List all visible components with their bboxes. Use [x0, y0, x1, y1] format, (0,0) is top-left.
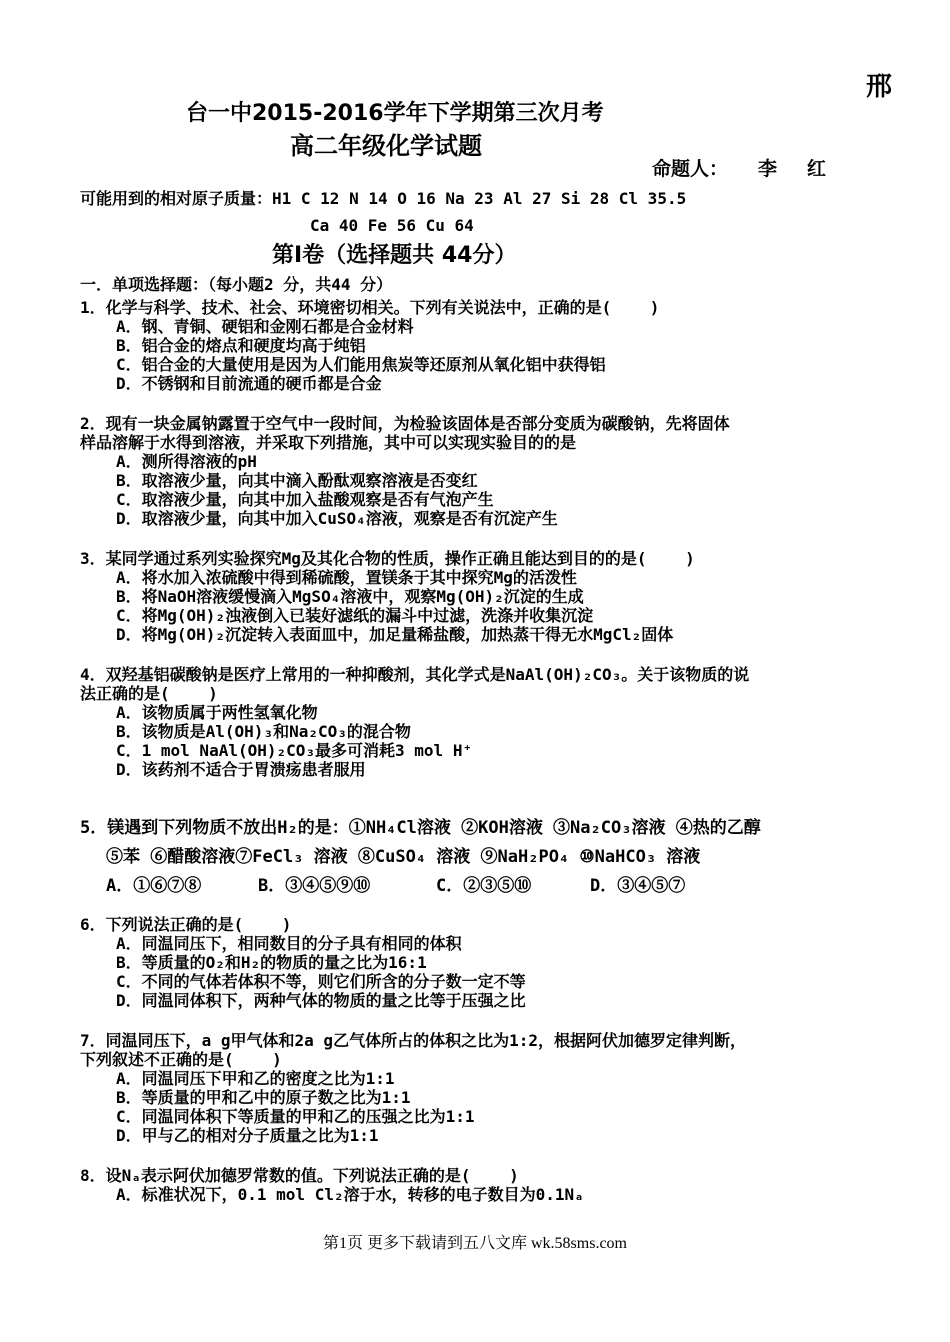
option-a: A．测所得溶液的pH — [116, 452, 257, 471]
question-stem: 2．现有一块金属钠露置于空气中一段时间，为检验该固体是否部分变质为碳酸钠，先将固体 样品溶解于水得到溶液，并采取下列措施，其中可以实现实验目的的是 — [80, 414, 730, 452]
option-b: B．铝合金的熔点和硬度均高于纯铝 — [116, 336, 366, 355]
question-stem-line2: ⑤苯 ⑥醋酸溶液⑦FeCl₃ 溶液 ⑧CuSO₄ 溶液 ⑨NaH₂PO₄ ⑩NaHCO₃ 溶液 — [106, 847, 701, 867]
question-stem: 7．同温同压下，a g甲气体和2a g乙气体所占的体积之比为1:2，根据阿伏加德罗定律判断， 下列叙述不正确的是( ) — [80, 1031, 746, 1069]
atomic-mass-line2: Ca 40 Fe 56 Cu 64 — [310, 216, 474, 235]
option-a: A．钢、青铜、硬铝和金刚石都是合金材料 — [116, 317, 414, 336]
question-stem: 4．双羟基铝碳酸钠是医疗上常用的一种抑酸剂，其化学式是NaAl(OH)₂CO₃。关于该物质的说 法正确的是( ) — [80, 665, 750, 703]
option-a: A．该物质属于两性氢氧化物 — [116, 703, 318, 722]
option-c: C．同温同体积下等质量的甲和乙的压强之比为1:1 — [116, 1107, 475, 1126]
option-d: D．该药剂不适合于胃溃疡患者服用 — [116, 760, 366, 779]
author-name-2: 红 — [807, 158, 827, 180]
option-d: D．取溶液少量，向其中加入CuSO₄溶液，观察是否有沉淀产生 — [116, 509, 558, 528]
option-c: C．铝合金的大量使用是因为人们能用焦炭等还原剂从氧化铝中获得铝 — [116, 355, 606, 374]
author-label: 命题人： — [652, 158, 729, 180]
page-footer: 第1页 更多下载请到五八文库 wk.58sms.com — [322, 1235, 627, 1252]
question-8 — [80, 1166, 584, 1204]
question-4 — [80, 665, 749, 779]
question-stem: 8．设Nₐ表示阿伏加德罗常数的值。下列说法正确的是( ) — [80, 1166, 519, 1185]
author-line — [652, 154, 826, 181]
option-d: D．③④⑤⑦ — [590, 876, 686, 896]
exam-title-line1: 台一中2015-2016学年下学期第三次月考 — [186, 101, 604, 126]
option-c: C．1 mol NaAl(OH)₂CO₃最多可消耗3 mol H⁺ — [116, 741, 473, 760]
question-5-options — [80, 871, 761, 900]
option-c: C．②③⑤⑩ — [436, 876, 532, 896]
question-7 — [80, 1031, 746, 1145]
option-c: C．取溶液少量，向其中加入盐酸观察是否有气泡产生 — [116, 490, 494, 509]
option-d: D．同温同体积下，两种气体的物质的量之比等于压强之比 — [116, 991, 526, 1010]
option-b: B．等质量的O₂和H₂的物质的量之比为16:1 — [116, 953, 427, 972]
atomic-mass-line1: 可能用到的相对原子质量：H1 C 12 N 14 O 16 Na 23 Al 27 Si 28 Cl 35.5 — [80, 189, 687, 208]
option-b: B．将NaOH溶液缓慢滴入MgSO₄溶液中，观察Mg(OH)₂沉淀的生成 — [116, 587, 584, 606]
question-stem: 1．化学与科学、技术、社会、环境密切相关。下列有关说法中，正确的是( ) — [80, 298, 660, 317]
corner-mark: 邢 — [866, 72, 893, 102]
author-name-1: 李 — [758, 158, 778, 180]
option-d: D．不锈钢和目前流通的硬币都是合金 — [116, 374, 382, 393]
option-b: B．③④⑤⑨⑩ — [258, 876, 371, 896]
question-stem: 5．镁遇到下列物质不放出H₂的是：①NH₄Cl溶液 ②KOH溶液 ③Na₂CO₃溶液 ④热的乙醇 — [80, 818, 761, 838]
option-d: D．甲与乙的相对分子质量之比为1:1 — [116, 1126, 379, 1145]
question-stem: 3．某同学通过系列实验探究Mg及其化合物的性质，操作正确且能达到目的的是( ) — [80, 549, 695, 568]
question-stem: 6．下列说法正确的是( ) — [80, 915, 292, 934]
part-title: 一．单项选择题：（每小题2 分，共44 分） — [80, 275, 393, 294]
option-b: B．该物质是Al(OH)₃和Na₂CO₃的混合物 — [116, 722, 411, 741]
option-a: A．标准状况下，0.1 mol Cl₂溶于水，转移的电子数目为0.1Nₐ — [116, 1185, 584, 1204]
option-a: A．①⑥⑦⑧ — [106, 876, 202, 896]
option-a: A．将水加入浓硫酸中得到稀硫酸，置镁条于其中探究Mg的活泼性 — [116, 568, 577, 587]
option-c: C．将Mg(OH)₂浊液倒入已装好滤纸的漏斗中过滤，洗涤并收集沉淀 — [116, 606, 594, 625]
option-b: B．取溶液少量，向其中滴入酚酞观察溶液是否变红 — [116, 471, 478, 490]
question-2 — [80, 414, 730, 528]
option-a: A．同温同压下，相同数目的分子具有相同的体积 — [116, 934, 462, 953]
option-c: C．不同的气体若体积不等，则它们所含的分子数一定不等 — [116, 972, 526, 991]
question-3 — [80, 549, 695, 644]
option-a: A．同温同压下甲和乙的密度之比为1:1 — [116, 1069, 395, 1088]
question-1 — [80, 298, 659, 393]
exam-title-line2: 高二年级化学试题 — [290, 132, 482, 160]
section-title: 第Ⅰ卷（选择题共 44分） — [272, 243, 517, 268]
option-b: B．等质量的甲和乙中的原子数之比为1:1 — [116, 1088, 411, 1107]
question-5 — [80, 813, 761, 900]
question-6 — [80, 915, 526, 1010]
option-d: D．将Mg(OH)₂沉淀转入表面皿中，加足量稀盐酸，加热蒸干得无水MgCl₂固体 — [116, 625, 674, 644]
